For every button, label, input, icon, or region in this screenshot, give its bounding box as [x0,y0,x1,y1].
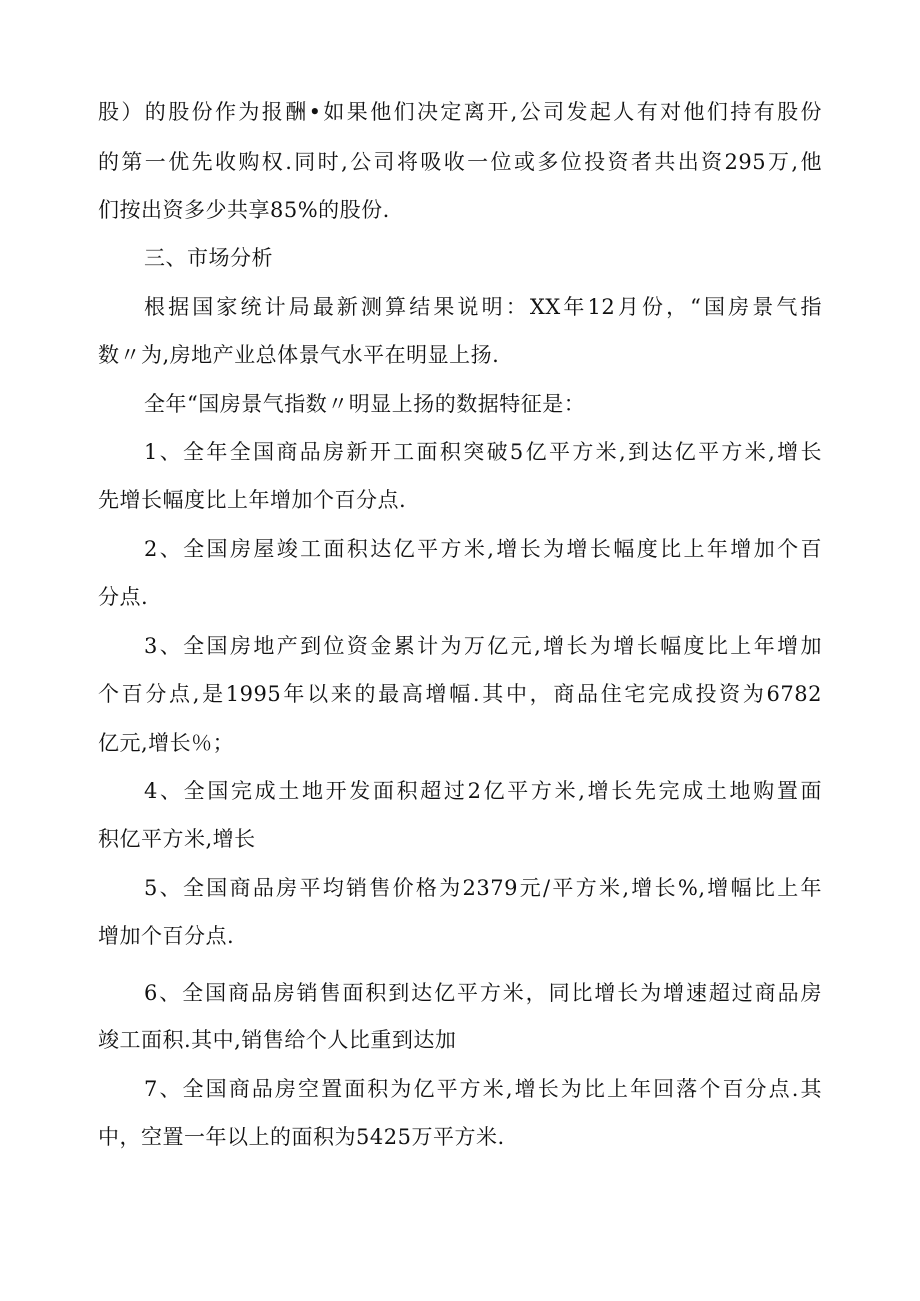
section-heading: 三、市场分析 [144,246,273,270]
list-item-line: 中，空置一年以上的面积为5425万平方米. [98,1125,505,1149]
list-item-line: 竣工面积.其中,销售给个人比重到达加 [98,1028,457,1052]
list-item-line: 个百分点,是1995年以来的最高增幅.其中，商品住宅完成投资为6782 [98,682,822,706]
list-item-line: 6、全国商品房销售面积到达亿平方米，同比增长为增速超过商品房 [144,981,822,1005]
list-item-line: 2、全国房屋竣工面积达亿平方米,增长为增长幅度比上年增加个百 [144,537,822,561]
paragraph-line: 根据国家统计局最新测算结果说明：XX年12月份，“国房景气指 [144,295,822,319]
list-item-line: 3、全国房地产到位资金累计为万亿元,增长为增长幅度比上年增加 [144,634,822,658]
list-item-line: 增加个百分点. [98,924,235,948]
paragraph-line: 的第一优先收购权.同时,公司将吸收一位或多位投资者共出资295万,他 [98,150,822,174]
list-item-line: 7、全国商品房空置面积为亿平方米,增长为比上年回落个百分点.其 [144,1077,822,1101]
list-item-line: 分点. [98,585,149,609]
list-item-line: 1、全年全国商品房新开工面积突破5亿平方米,到达亿平方米,增长 [144,440,822,464]
list-item-line: 亿元,增长％； [98,731,235,755]
paragraph-line: 们按出资多少共享85%的股份. [98,198,390,222]
list-item-line: 积亿平方米,增长 [98,827,256,851]
list-item-line: 4、全国完成土地开发面积超过2亿平方米,增长先完成土地购置面 [144,779,822,803]
list-item-line: 先增长幅度比上年增加个百分点. [98,488,407,512]
list-item-line: 5、全国商品房平均销售价格为2379元/平方米,增长%,增幅比上年 [144,876,822,900]
paragraph-line: 股）的股份作为报酬•如果他们决定离开,公司发起人有对他们持有股份 [98,100,822,124]
paragraph-line: 数〃为,房地产业总体景气水平在明显上扬. [98,343,500,367]
paragraph-line: 全年“国房景气指数〃明显上扬的数据特征是： [144,392,586,416]
